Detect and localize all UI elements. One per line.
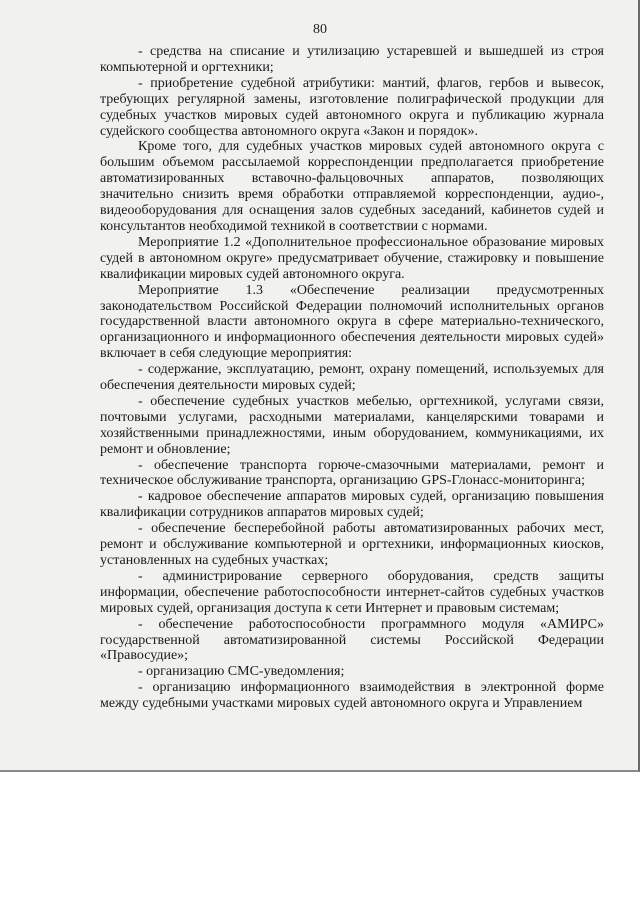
paragraph: - обеспечение бесперебойной работы автоматизированных рабочих мест, ремонт и обслуживание компьютерной и оргтехники, информационных киосков, установленных на судебных участках;	[100, 521, 604, 568]
paragraph: Кроме того, для судебных участков мировых судей автономного округа с большим объемом рассылаемой корреспонденции предполагается приобретение автоматизированных вставочно-фальцовочных аппаратов, позволяющих значительно снизить время обработки отправляемой корреспонденции, аудио-, видеооборудования для оснащения залов судебных заседаний, кабинетов судей и консультантов необходимой техникой в соответствии с нормами.	[100, 139, 604, 234]
paragraph: Мероприятие 1.2 «Дополнительное профессиональное образование мировых судей в автономном округе» предусматривает обучение, стажировку и повышение квалификации мировых судей автономного округа.	[100, 234, 604, 282]
page-number: 80	[313, 22, 327, 37]
paragraph: Мероприятие 1.3 «Обеспечение реализации предусмотренных законодательством Российской Федерации полномочий исполнительных органов государственной власти автономного округа в сфере материально-технического, организационного и информационного обеспечения деятельности мировых судей» включает в себя следующие мероприятия:	[100, 282, 604, 362]
paragraph: - обеспечение судебных участков мебелью, оргтехникой, услугами связи, почтовыми услугами, расходными материалами, канцелярскими товарами и хозяйственными принадлежностями, иным оборудованием, коммуникациями, их ремонт и обновление;	[100, 393, 604, 457]
paragraph: - средства на списание и утилизацию устаревшей и вышедшей из строя компьютерной и оргтехники;	[100, 44, 604, 75]
paragraph: - кадровое обеспечение аппаратов мировых судей, организацию повышения квалификации сотрудников аппаратов мировых судей;	[100, 489, 604, 521]
paragraph: - обеспечение работоспособности программного модуля «АМИРС» государственной автоматизированной системы Российской Федерации «Правосудие»;	[100, 616, 604, 664]
paragraph: - администрирование серверного оборудования, средств защиты информации, обеспечение работоспособности интернет-сайтов судебных участков мировых судей, организация доступа к сети Интернет и правовым системам;	[100, 568, 604, 616]
paragraph: - организацию информационного взаимодействия в электронной форме между судебными участками мировых судей автономного округа и Управлением	[100, 680, 604, 712]
paragraph: - содержание, эксплуатацию, ремонт, охрану помещений, используемых для обеспечения деятельности мировых судей;	[100, 362, 604, 394]
paragraph: - организацию СМС-уведомления;	[138, 664, 345, 680]
document-body	[100, 44, 604, 712]
paragraph: - обеспечение транспорта горюче-смазочными материалами, ремонт и техническое обслуживание транспорта, организацию GPS-Глонасс-мониторинга;	[100, 457, 604, 489]
paragraph: - приобретение судебной атрибутики: мантий, флагов, гербов и вывесок, требующих регулярной замены, изготовление полиграфической продукции для судебных участков мировых судей автономного округа и публикацию журнала судейского сообщества автономного округа «Закон и порядок».	[100, 75, 604, 139]
